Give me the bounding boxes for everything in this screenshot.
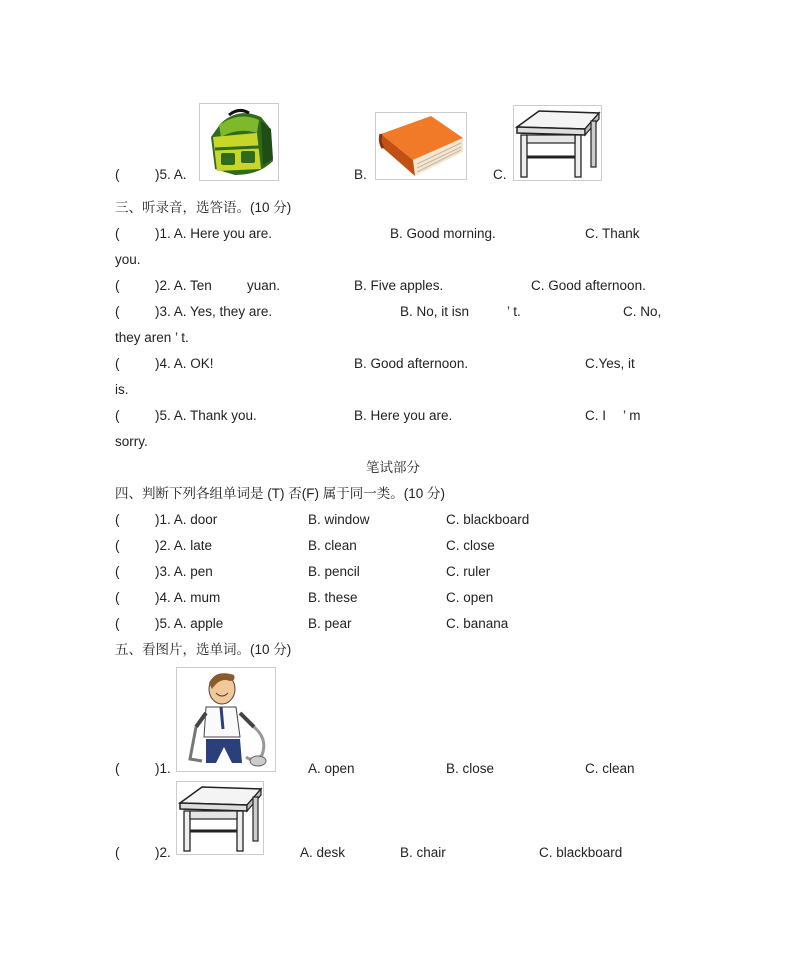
word-c: C. ruler bbox=[446, 564, 491, 579]
word-a: )3. A. pen bbox=[155, 564, 213, 579]
word-c: C. close bbox=[446, 538, 495, 553]
question-number: )2. bbox=[155, 845, 171, 860]
option-b-part: ’ t. bbox=[507, 304, 521, 319]
line-continuation: is. bbox=[115, 382, 129, 397]
option-b: B. Here you are. bbox=[354, 408, 453, 423]
option-b: B. No, it isn bbox=[400, 304, 470, 319]
answer-paren: ( bbox=[115, 304, 120, 319]
answer-paren: ( bbox=[115, 538, 120, 553]
answer-paren: ( bbox=[115, 590, 120, 605]
written-part-heading: 笔试部分 bbox=[366, 460, 420, 475]
answer-paren: ( bbox=[115, 408, 120, 423]
word-a: )1. A. door bbox=[155, 512, 218, 527]
option-c: C. Thank bbox=[585, 226, 640, 241]
section-5-title: 五、看图片，选单词。(10 分) bbox=[115, 642, 292, 657]
answer-paren: ( bbox=[115, 512, 120, 527]
line-continuation: they aren ’ t. bbox=[115, 330, 189, 345]
section-3-title: 三、听录音，选答语。(10 分) bbox=[115, 200, 292, 215]
option-c: C.Yes, it bbox=[585, 356, 635, 371]
question-text-part: yuan. bbox=[247, 278, 281, 293]
word-b: B. these bbox=[308, 590, 358, 605]
option-c: C. blackboard bbox=[539, 845, 623, 860]
question-text: )1. A. Here you are. bbox=[155, 226, 273, 241]
word-a: )4. A. mum bbox=[155, 590, 221, 605]
answer-paren: ( bbox=[115, 761, 120, 776]
option-b: B. bbox=[354, 167, 367, 182]
word-c: C. blackboard bbox=[446, 512, 530, 527]
man-vacuuming-icon bbox=[176, 667, 276, 772]
desk-icon bbox=[513, 105, 602, 181]
option-a: A. desk bbox=[300, 845, 346, 860]
answer-paren: ( bbox=[115, 167, 120, 182]
desk-icon bbox=[176, 781, 264, 855]
option-c-part: ’ m bbox=[623, 408, 641, 423]
question-text: )2. A. Ten bbox=[155, 278, 212, 293]
option-b: B. Five apples. bbox=[354, 278, 444, 293]
option-b: B. chair bbox=[400, 845, 446, 860]
line-continuation: you. bbox=[115, 252, 141, 267]
section-4-title: 四、判断下列各组单词是 (T) 否(F) 属于同一类。(10 分) bbox=[115, 486, 445, 501]
option-b: B. Good morning. bbox=[390, 226, 496, 241]
word-b: B. window bbox=[308, 512, 370, 527]
answer-paren: ( bbox=[115, 278, 120, 293]
word-b: B. clean bbox=[308, 538, 357, 553]
question-text: )5. A. Thank you. bbox=[155, 408, 257, 423]
answer-paren: ( bbox=[115, 356, 120, 371]
word-a: )5. A. apple bbox=[155, 616, 224, 631]
answer-paren: ( bbox=[115, 226, 120, 241]
option-a: A. open bbox=[308, 761, 355, 776]
option-c: C. Good afternoon. bbox=[531, 278, 646, 293]
option-c: C. No, bbox=[623, 304, 662, 319]
book-icon bbox=[375, 112, 467, 180]
question-text: )3. A. Yes, they are. bbox=[155, 304, 273, 319]
line-continuation: sorry. bbox=[115, 434, 148, 449]
answer-paren: ( bbox=[115, 616, 120, 631]
word-b: B. pencil bbox=[308, 564, 360, 579]
schoolbag-icon bbox=[199, 103, 279, 181]
word-a: )2. A. late bbox=[155, 538, 213, 553]
word-b: B. pear bbox=[308, 616, 352, 631]
option-b: B. Good afternoon. bbox=[354, 356, 469, 371]
question-text: )4. A. OK! bbox=[155, 356, 214, 371]
question-number: )5. A. bbox=[155, 167, 187, 182]
option-b: B. close bbox=[446, 761, 495, 776]
question-number: )1. bbox=[155, 761, 171, 776]
option-c: C. clean bbox=[585, 761, 635, 776]
answer-paren: ( bbox=[115, 564, 120, 579]
option-c: C. I bbox=[585, 408, 607, 423]
word-c: C. banana bbox=[446, 616, 509, 631]
answer-paren: ( bbox=[115, 845, 120, 860]
word-c: C. open bbox=[446, 590, 494, 605]
option-c: C. bbox=[493, 167, 507, 182]
